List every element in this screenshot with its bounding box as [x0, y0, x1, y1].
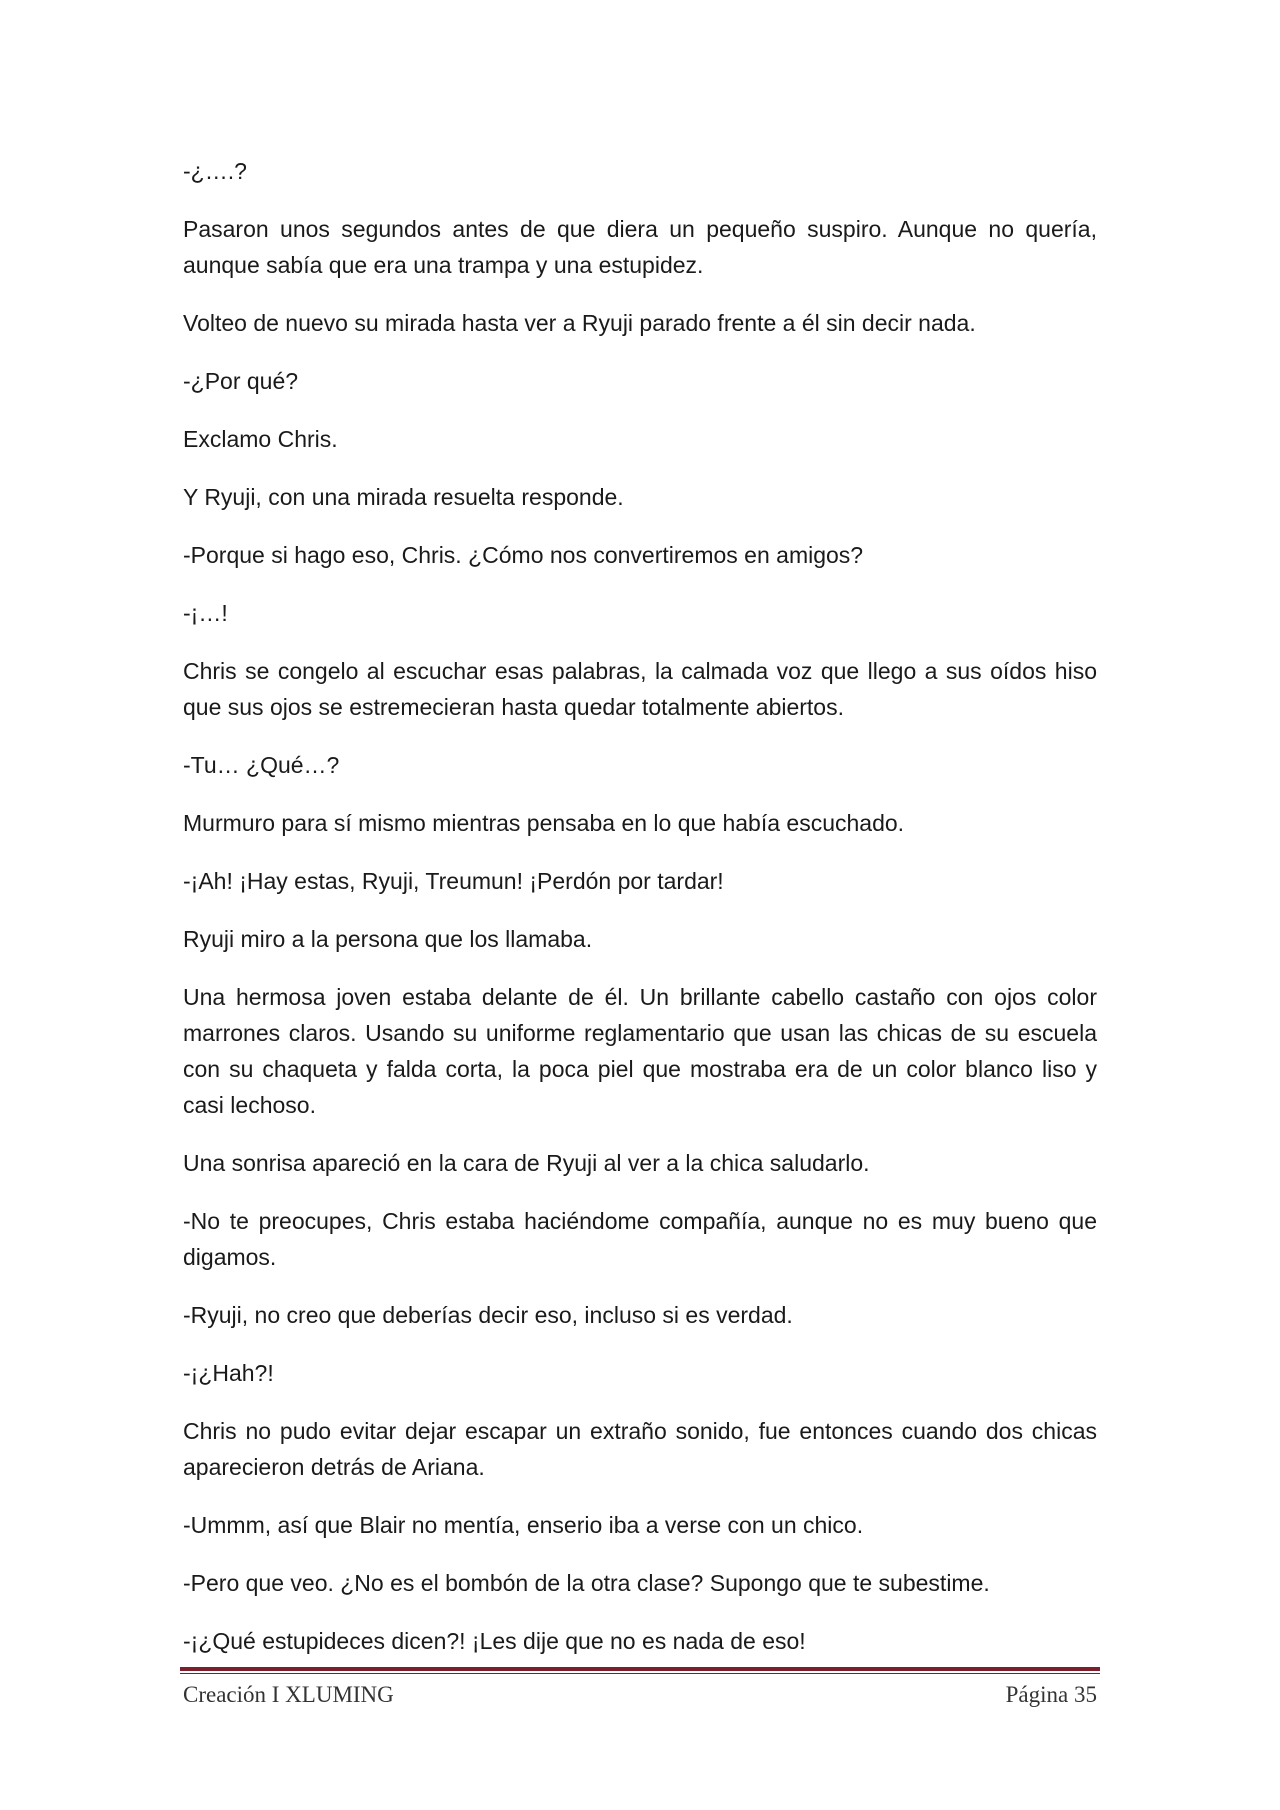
footer-author: Creación I XLUMING	[183, 1682, 394, 1707]
page-footer	[183, 1678, 1097, 1712]
footer-divider	[180, 1667, 1100, 1675]
page-number: Página 35	[1005, 1682, 1097, 1707]
paragraph: Y Ryuji, con una mirada resuelta responde.	[183, 484, 624, 510]
paragraph: -¿….?	[183, 158, 247, 184]
paragraph: -Tu… ¿Qué…?	[183, 752, 340, 778]
paragraph: Chris no pudo evitar dejar escapar un extraño sonido, fue entonces cuando dos chicas aparecieron detrás de Ariana.	[183, 1418, 1097, 1480]
paragraph: -Ryuji, no creo que deberías decir eso, incluso si es verdad.	[183, 1302, 793, 1328]
paragraph: Una hermosa joven estaba delante de él. Un brillante cabello castaño con ojos color marrones claros. Usando su uniforme reglamentario que usan las chicas de su escuela con su chaqueta y falda corta, la poca piel que mostraba era de un color blanco liso y casi lechoso.	[183, 984, 1097, 1118]
paragraph: Una sonrisa apareció en la cara de Ryuji al ver a la chica saludarlo.	[183, 1150, 870, 1176]
paragraph: -Ummm, así que Blair no mentía, enserio iba a verse con un chico.	[183, 1512, 864, 1538]
paragraph: -¡¿Qué estupideces dicen?! ¡Les dije que no es nada de eso!	[183, 1628, 806, 1654]
page-body	[183, 153, 1097, 1681]
paragraph: Chris se congelo al escuchar esas palabras, la calmada voz que llego a sus oídos hiso que sus ojos se estremecieran hasta quedar totalmente abiertos.	[183, 658, 1097, 720]
footer-divider-thin-line	[180, 1673, 1100, 1674]
paragraph: Pasaron unos segundos antes de que diera un pequeño suspiro. Aunque no quería, aunque sabía que era una trampa y una estupidez.	[183, 216, 1097, 278]
paragraph: Ryuji miro a la persona que los llamaba.	[183, 926, 593, 952]
paragraph: Exclamo Chris.	[183, 426, 338, 452]
paragraph: -¡¿Hah?!	[183, 1360, 274, 1386]
paragraph: Murmuro para sí mismo mientras pensaba en lo que había escuchado.	[183, 810, 905, 836]
paragraph: -¡Ah! ¡Hay estas, Ryuji, Treumun! ¡Perdón por tardar!	[183, 868, 724, 894]
paragraph: -Porque si hago eso, Chris. ¿Cómo nos convertiremos en amigos?	[183, 542, 864, 568]
paragraph: -Pero que veo. ¿No es el bombón de la otra clase? Supongo que te subestime.	[183, 1570, 990, 1596]
paragraph: -¿Por qué?	[183, 368, 299, 394]
paragraph: -¡…!	[183, 600, 228, 626]
footer-divider-thick-line	[180, 1667, 1100, 1671]
paragraph: Volteo de nuevo su mirada hasta ver a Ryuji parado frente a él sin decir nada.	[183, 310, 976, 336]
paragraph: -No te preocupes, Chris estaba haciéndome compañía, aunque no es muy bueno que digamos.	[183, 1208, 1097, 1270]
